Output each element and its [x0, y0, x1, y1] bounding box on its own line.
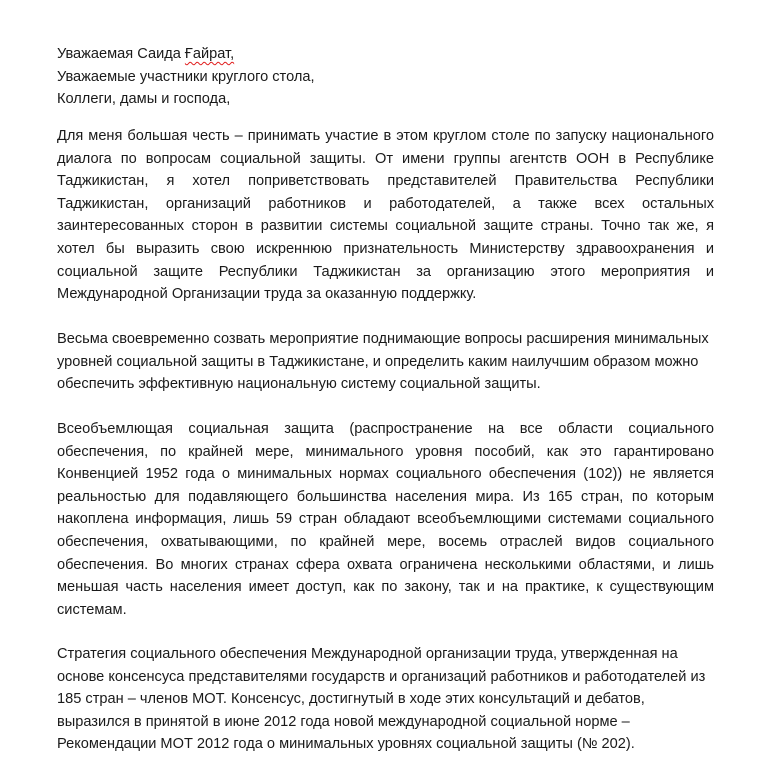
salutation-block [57, 43, 714, 111]
paragraph-4: Стратегия социального обеспечения Международной организации труда, утвержденная на основе консенсуса представителями государств и организаций работников и работодателей из 185 стран – членов МОТ. Консенсус, достигнутый в ходе этих консультаций и дебатов, выразился в принятой в июне 2012 года новой международной социальной норме – Рекомендации МОТ 2012 года о минимальных уровнях социальной защиты (№ 202). [57, 646, 706, 753]
paragraph-1: Для меня большая честь – принимать участие в этом круглом столе по запуску национального диалога по вопросам социальной защиты. От имени группы агентств ООН в Республике Таджикистан, я хотел поприветствовать представителей Правительства Республики Таджикистан, организаций работников и работодателей, а также всех остальных заинтересованных сторон в развитии системы социальной защите страны. Точно так же, я хотел бы выразить свою искреннюю признательность Министерству здравоохранения и социальной защите Республики Таджикистан за организацию этого мероприятия и Международной Организации труда за оказанную поддержку. [57, 128, 714, 303]
salutation-line-2: Уважаемые участники круглого стола, [57, 68, 315, 85]
paragraph-3: Всеобъемлющая социальная защита (распространение на все области социального обеспечения, по крайней мере, минимального уровня пособий, как это гарантировано Конвенцией 1952 года о минимальных нормах социального обеспечения (102)) не является реальностью для подавляющего большинства населения мира. Из 165 стран, по которым накоплена информация, лишь 59 стран обладают всеобъемлющими системами социального обеспечения, охватывающими, по крайней мере, восемь отраслей видов социального обеспечения. Во многих странах сфера охвата ограничена несколькими областями, и лишь меньшая часть населения имеет доступ, как по закону, так и на практике, к существующим системам. [57, 421, 714, 618]
addressee-name: Ғайрат, [184, 46, 235, 62]
paragraph-2: Весьма своевременно созвать мероприятие поднимающие вопросы расширения минимальных уровней социальной защиты в Таджикистане, и определить каким наилучшим образом можно обеспечить эффективную национальную систему социальной защиты. [57, 331, 709, 393]
salutation-line-1 [57, 43, 714, 66]
salutation-line-3: Коллеги, дамы и господа, [57, 91, 231, 108]
salutation-prefix: Уважаемая Саида [57, 46, 185, 62]
